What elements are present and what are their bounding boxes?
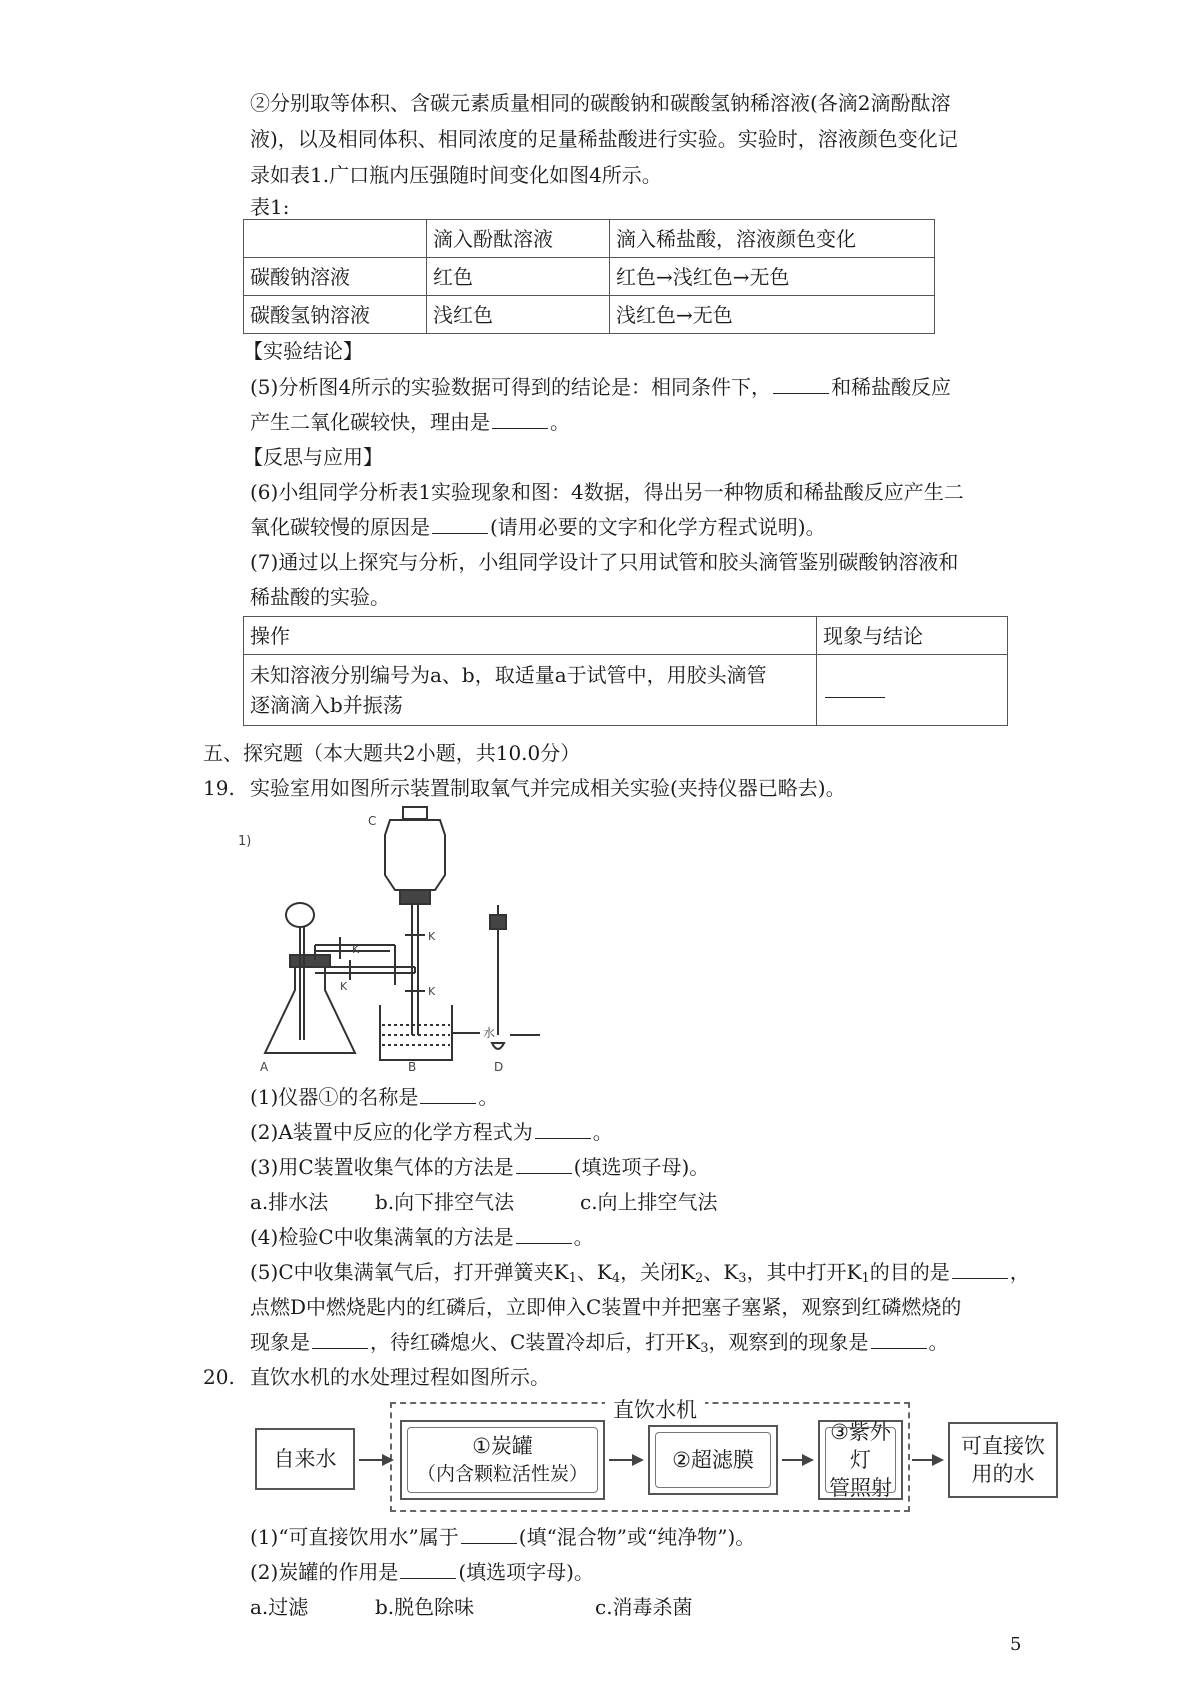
beaker-b <box>380 1005 452 1060</box>
question-text: (2)炭罐的作用是 <box>250 1560 399 1584</box>
table-cell: 浅红色 <box>427 296 610 334</box>
answer-blank[interactable] <box>420 1081 476 1104</box>
table-cell: 碳酸钠溶液 <box>244 258 427 296</box>
question-text: (4)检验C中收集满氧的方法是 <box>250 1225 514 1249</box>
table-cell-line: 逐滴滴入b并振荡 <box>250 693 403 717</box>
table-row <box>244 655 1008 726</box>
table-cell: 现象与结论 <box>817 617 1008 655</box>
question-text: 现象是 <box>250 1330 310 1354</box>
uv-lamp-label: ③紫外灯 <box>830 1420 891 1472</box>
table-cell: 红色 <box>427 258 610 296</box>
uv-lamp-box <box>818 1420 903 1500</box>
label-1: 1) <box>238 834 252 849</box>
option-c: c.消毒杀菌 <box>595 1595 693 1619</box>
subscript: 1 <box>861 1271 870 1286</box>
table-row <box>244 220 935 258</box>
conical-flask-a <box>265 965 355 1053</box>
funnel-1 <box>286 903 314 927</box>
flow-arrow <box>782 1459 812 1461</box>
question-text: 。 <box>592 1120 613 1144</box>
table-cell: 操作 <box>244 617 817 655</box>
question-text: (2)A装置中反应的化学方程式为 <box>250 1120 533 1144</box>
question-line: (7)通过以上探究与分析，小组同学设计了只用试管和胶头滴管鉴别碳酸钠溶液和 <box>250 550 959 574</box>
question-text: (1)仪器①的名称是 <box>250 1085 419 1109</box>
subscript: 1 <box>568 1271 577 1286</box>
question-line: 稀盐酸的实验。 <box>250 585 390 609</box>
ultrafilter-box <box>648 1425 778 1495</box>
option-c: c.向上排空气法 <box>580 1190 718 1214</box>
table-cell <box>817 655 1008 726</box>
machine-label: 直饮水机 <box>605 1395 705 1425</box>
option-a: a.过滤 <box>250 1595 309 1619</box>
paragraph-line: 液)，以及相同体积、相同浓度的足量稀盐酸进行实验。实验时，溶液颜色变化记 <box>250 127 958 151</box>
question-text: 。 <box>478 1085 499 1109</box>
stopper-a <box>290 955 330 967</box>
label-d: D <box>494 1060 504 1074</box>
label-k: K <box>352 943 360 956</box>
question-text: ，其中打开K <box>746 1260 862 1284</box>
question-text: (3)用C装置收集气体的方法是 <box>250 1155 514 1179</box>
question-line <box>250 1115 613 1149</box>
question-line <box>250 370 951 404</box>
question-line <box>250 1220 594 1254</box>
question-text: 。 <box>550 410 570 434</box>
question-text: (填选项字母)。 <box>458 1560 594 1584</box>
label-c: C <box>368 814 377 828</box>
table-cell: 碳酸氢钠溶液 <box>244 296 427 334</box>
table2 <box>243 616 1008 726</box>
question-line <box>250 1080 498 1114</box>
question-text: (填选项子母)。 <box>573 1155 710 1179</box>
table-cell: 滴入酚酞溶液 <box>427 220 610 258</box>
ultrafilter-label: ②超滤膜 <box>672 1448 754 1472</box>
label-a: A <box>260 1060 269 1074</box>
option-a: a.排水法 <box>250 1190 329 1214</box>
answer-blank[interactable] <box>492 406 548 429</box>
question-text: (5)C中收集满氧气后，打开弹簧夹K <box>250 1260 569 1284</box>
table-cell <box>244 220 427 258</box>
drinking-water-box <box>948 1422 1058 1498</box>
subscript: 3 <box>738 1271 747 1286</box>
question-text: ，待红磷熄火、C装置冷却后，打开K <box>370 1330 701 1354</box>
stopper-d <box>490 915 506 929</box>
answer-blank[interactable] <box>952 1256 1008 1279</box>
table-row <box>244 258 935 296</box>
paragraph-line: ②分别取等体积、含碳元素质量相同的碳酸钠和碳酸氢钠稀溶液(各滴2滴酚酞溶 <box>250 91 951 115</box>
answer-blank[interactable] <box>535 1116 591 1139</box>
reflection-heading: 【反思与应用】 <box>243 445 383 469</box>
question-number: 19. <box>203 776 235 800</box>
question-text: (填“混合物”或“纯净物”)。 <box>518 1525 756 1549</box>
question-text: 产生二氧化碳较快，理由是 <box>250 410 490 434</box>
carbon-tank-label: ①炭罐 <box>472 1434 533 1458</box>
table1 <box>243 219 935 334</box>
label-k: K <box>428 930 436 943</box>
question-text: 的目的是 <box>869 1260 950 1284</box>
apparatus-figure <box>240 805 680 1075</box>
answer-blank[interactable] <box>461 1521 517 1544</box>
question-text: 和稀盐酸反应 <box>831 375 952 399</box>
table-row <box>244 296 935 334</box>
answer-blank[interactable] <box>312 1326 368 1349</box>
question-text: 直饮水机的水处理过程如图所示。 <box>250 1365 550 1389</box>
answer-blank[interactable] <box>516 1221 572 1244</box>
table1-caption: 表1: <box>250 195 290 219</box>
question-text: ，观察到的现象是 <box>708 1330 869 1354</box>
option-b: b.向下排空气法 <box>375 1190 515 1214</box>
label-k: K <box>428 985 436 998</box>
question-line <box>250 510 826 544</box>
question-text: ， <box>1009 1260 1030 1284</box>
drinking-water-label: 可直接饮 <box>961 1434 1045 1458</box>
answer-blank[interactable] <box>871 1326 927 1349</box>
table-cell: 滴入稀盐酸，溶液颜色变化 <box>610 220 935 258</box>
answer-blank[interactable] <box>400 1556 456 1579</box>
question-text: (1)“可直接饮用水”属于 <box>250 1525 459 1549</box>
answer-blank[interactable] <box>773 371 829 394</box>
tap-water-label: 自来水 <box>273 1447 337 1471</box>
page-number: 5 <box>1010 1634 1022 1655</box>
conclusion-heading: 【实验结论】 <box>243 339 363 363</box>
bottle-c <box>385 820 445 890</box>
table-cell: 红色→浅红色→无色 <box>610 258 935 296</box>
option-b: b.脱色除味 <box>375 1595 475 1619</box>
answer-blank[interactable] <box>825 675 885 698</box>
label-water: 水 <box>483 1026 496 1040</box>
question-text: ，关闭K <box>620 1260 696 1284</box>
subscript: 3 <box>700 1341 709 1356</box>
question-text: 、K <box>576 1260 612 1284</box>
question-text: 。 <box>928 1330 949 1354</box>
label-b: B <box>408 1060 417 1074</box>
flow-arrow <box>609 1459 642 1461</box>
question-line: 点燃D中燃烧匙内的红磷后，立即伸入C装置中并把塞子塞紧，观察到红磷燃烧的 <box>250 1295 962 1319</box>
question-text: 、K <box>703 1260 739 1284</box>
flow-arrow <box>359 1459 392 1461</box>
paragraph-line: 录如表1.广口瓶内压强随时间变化如图4所示。 <box>250 163 662 187</box>
answer-blank[interactable] <box>432 511 488 534</box>
table-cell-line: 未知溶液分别编号为a、b，取适量a于试管中，用胶头滴管 <box>250 663 767 687</box>
question-text: 实验室用如图所示装置制取氧气并完成相关实验(夹持仪器已略去)。 <box>250 776 846 800</box>
table-cell: 浅红色→无色 <box>610 296 935 334</box>
question-number: 20. <box>203 1365 235 1389</box>
uv-lamp-sublabel: 管照射 <box>829 1476 892 1500</box>
question-line <box>250 1520 755 1554</box>
question-text: 氧化碳较慢的原因是 <box>250 515 430 539</box>
subscript: 2 <box>695 1271 704 1286</box>
combustion-spoon-d <box>492 1043 504 1049</box>
tap-water-box <box>255 1428 355 1490</box>
table-cell <box>244 655 817 726</box>
question-line <box>250 405 570 439</box>
answer-blank[interactable] <box>516 1151 572 1174</box>
section-heading: 五、探究题（本大题共2小题，共10.0分） <box>203 741 581 765</box>
flow-arrow <box>912 1459 942 1461</box>
carbon-tank-sublabel: （内含颗粒活性炭） <box>416 1463 588 1485</box>
subscript: 4 <box>611 1271 621 1286</box>
label-k: K <box>340 980 348 993</box>
question-text: (5)分析图4所示的实验数据可得到的结论是：相同条件下， <box>250 375 772 399</box>
question-text: (请用必要的文字和化学方程式说明)。 <box>490 515 826 539</box>
question-text: 。 <box>573 1225 594 1249</box>
question-line <box>250 1555 594 1589</box>
question-line <box>250 1150 709 1184</box>
question-line: (6)小组同学分析表1实验现象和图：4数据，得出另一种物质和稀盐酸反应产生二 <box>250 480 964 504</box>
table-row <box>244 617 1008 655</box>
carbon-tank-box <box>400 1420 605 1500</box>
drinking-water-sublabel: 用的水 <box>971 1462 1035 1486</box>
